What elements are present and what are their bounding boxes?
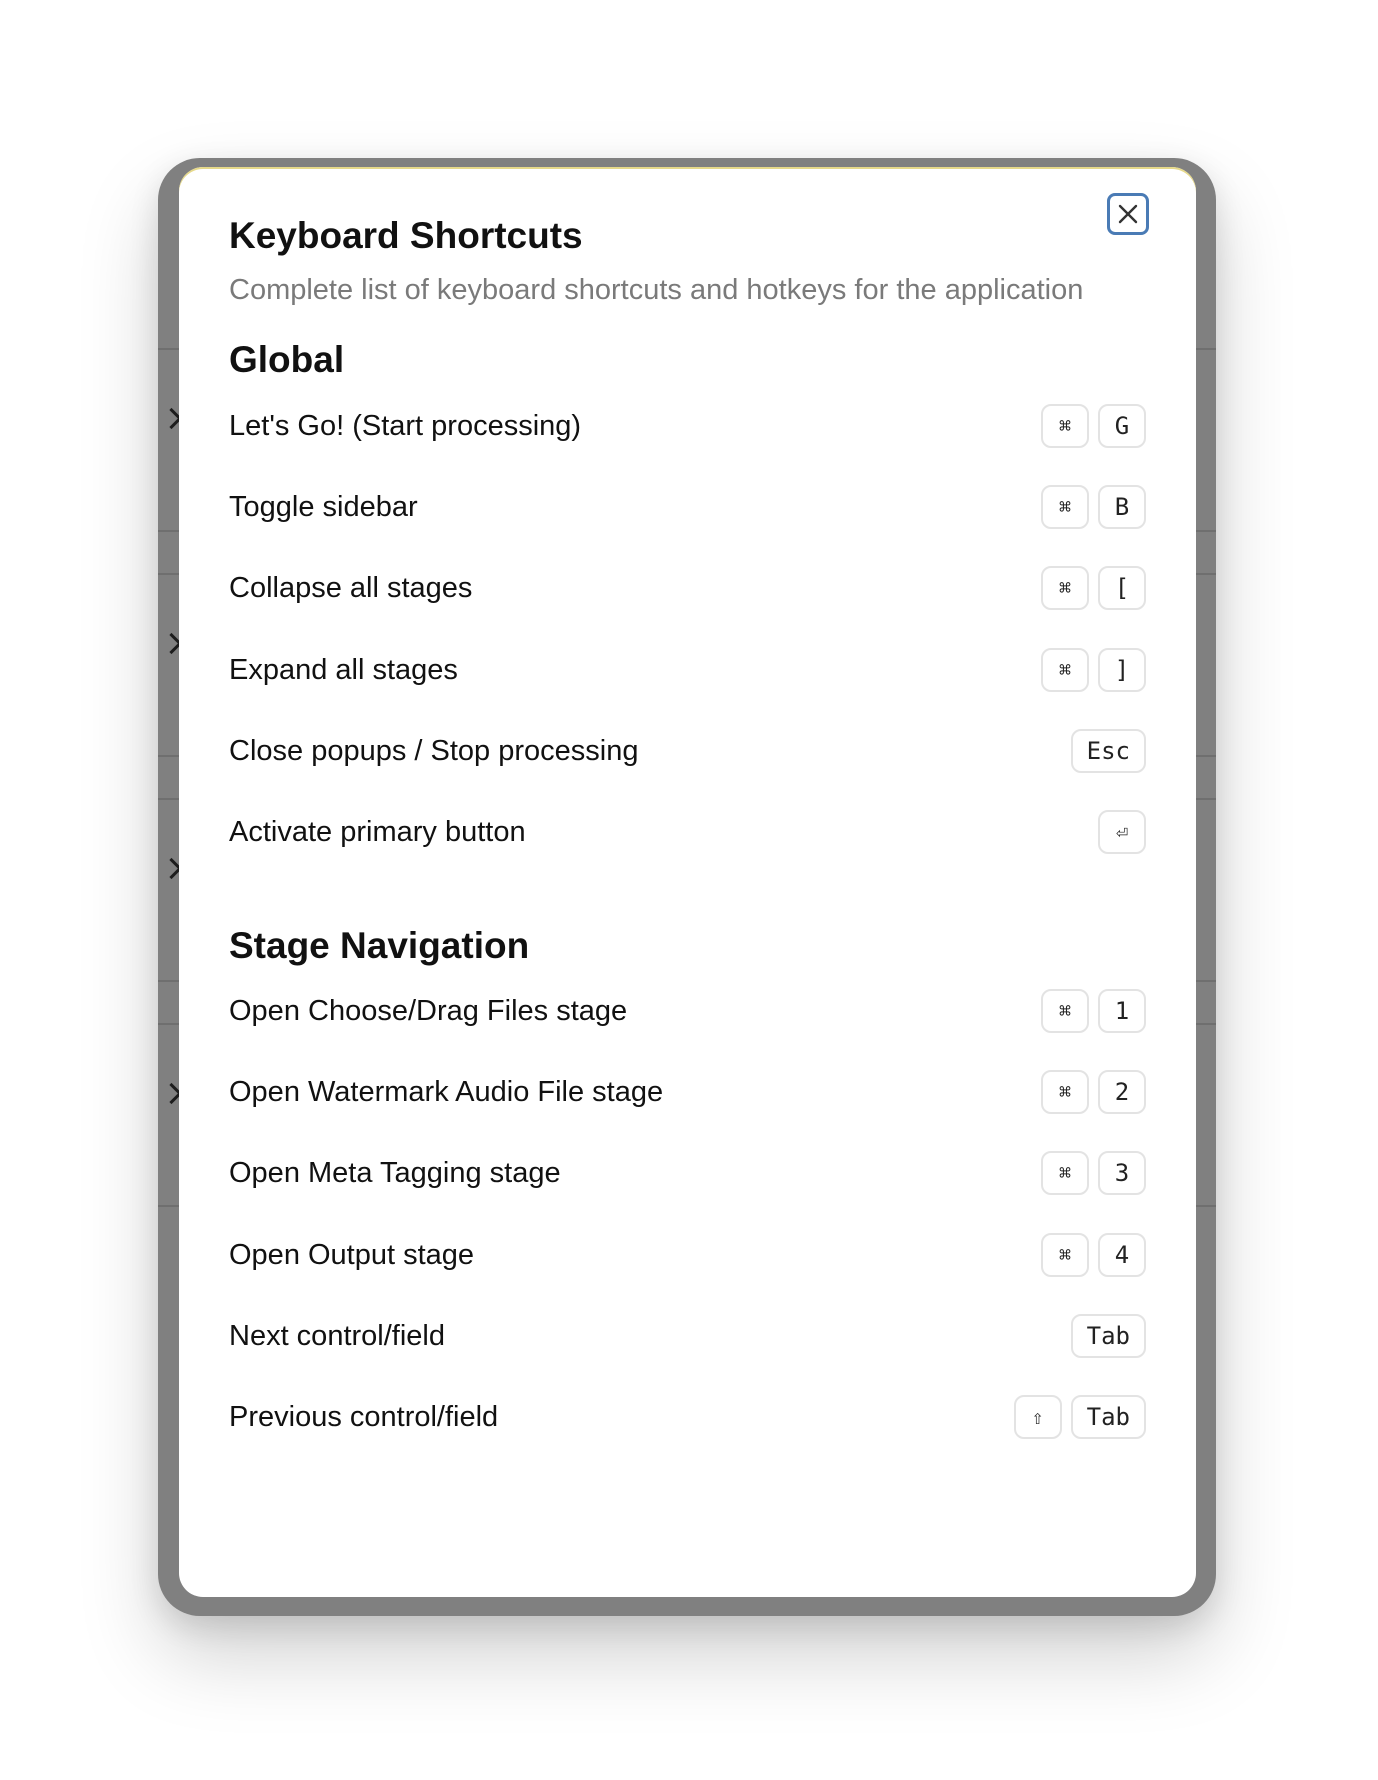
dialog-title: Keyboard Shortcuts xyxy=(229,215,583,256)
shortcut-label: Let's Go! (Start processing) xyxy=(229,409,582,442)
key-combo xyxy=(1041,989,1146,1033)
shortcut-row xyxy=(229,1068,1146,1116)
keycap: ⌘ xyxy=(1041,485,1089,529)
keycap: 1 xyxy=(1098,989,1146,1033)
keycap: 3 xyxy=(1098,1151,1146,1195)
app-window xyxy=(158,158,1216,1616)
key-combo xyxy=(1041,566,1146,610)
shortcut-row xyxy=(229,564,1146,612)
keycap: ⌘ xyxy=(1041,989,1089,1033)
keycap: 4 xyxy=(1098,1233,1146,1277)
keycap: G xyxy=(1098,404,1146,448)
keycap: [ xyxy=(1098,566,1146,610)
key-combo xyxy=(1041,1233,1146,1277)
section-heading: Global xyxy=(229,339,345,380)
keycap: Esc xyxy=(1071,729,1146,773)
shortcut-row xyxy=(229,402,1146,450)
shortcut-label: Expand all stages xyxy=(229,653,458,686)
keycap: 2 xyxy=(1098,1070,1146,1114)
key-combo xyxy=(1041,648,1146,692)
shortcut-label: Open Watermark Audio File stage xyxy=(229,1075,664,1108)
shortcut-label: Previous control/field xyxy=(229,1400,499,1433)
key-combo xyxy=(1041,485,1146,529)
keycap: Tab xyxy=(1071,1395,1146,1439)
key-combo xyxy=(1041,404,1146,448)
shortcut-row xyxy=(229,1149,1146,1197)
shortcut-label: Close popups / Stop processing xyxy=(229,734,639,767)
key-combo xyxy=(1041,1070,1146,1114)
keyboard-shortcuts-dialog xyxy=(179,167,1196,1597)
keycap: ⇧ xyxy=(1014,1395,1062,1439)
keycap: ⌘ xyxy=(1041,1070,1089,1114)
shortcut-row xyxy=(229,483,1146,531)
shortcut-row xyxy=(229,1312,1146,1360)
close-icon xyxy=(1117,203,1139,225)
shortcut-label: Toggle sidebar xyxy=(229,490,418,523)
shortcut-label: Open Choose/Drag Files stage xyxy=(229,994,628,1027)
keycap: ⌘ xyxy=(1041,648,1089,692)
shortcut-label: Activate primary button xyxy=(229,815,526,848)
section-heading: Stage Navigation xyxy=(229,925,530,966)
keycap: ⌘ xyxy=(1041,404,1089,448)
shortcut-row xyxy=(229,1393,1146,1441)
keycap: ⌘ xyxy=(1041,1233,1089,1277)
keycap: ] xyxy=(1098,648,1146,692)
dialog-subtitle: Complete list of keyboard shortcuts and hotkeys for the application xyxy=(229,274,1084,306)
shortcut-row xyxy=(229,808,1146,856)
shortcut-row xyxy=(229,1231,1146,1279)
keycap: Tab xyxy=(1071,1314,1146,1358)
shortcut-row xyxy=(229,727,1146,775)
keycap: B xyxy=(1098,485,1146,529)
key-combo xyxy=(1098,810,1146,854)
shortcut-row xyxy=(229,646,1146,694)
key-combo xyxy=(1014,1395,1146,1439)
shortcut-label: Collapse all stages xyxy=(229,571,473,604)
key-combo xyxy=(1071,1314,1146,1358)
close-button[interactable] xyxy=(1107,193,1149,235)
keycap: ⌘ xyxy=(1041,566,1089,610)
keycap: ⏎ xyxy=(1098,810,1146,854)
keycap: ⌘ xyxy=(1041,1151,1089,1195)
key-combo xyxy=(1041,1151,1146,1195)
shortcut-label: Next control/field xyxy=(229,1319,445,1352)
shortcut-label: Open Output stage xyxy=(229,1238,475,1271)
shortcut-row xyxy=(229,987,1146,1035)
shortcut-label: Open Meta Tagging stage xyxy=(229,1156,561,1189)
key-combo xyxy=(1071,729,1146,773)
